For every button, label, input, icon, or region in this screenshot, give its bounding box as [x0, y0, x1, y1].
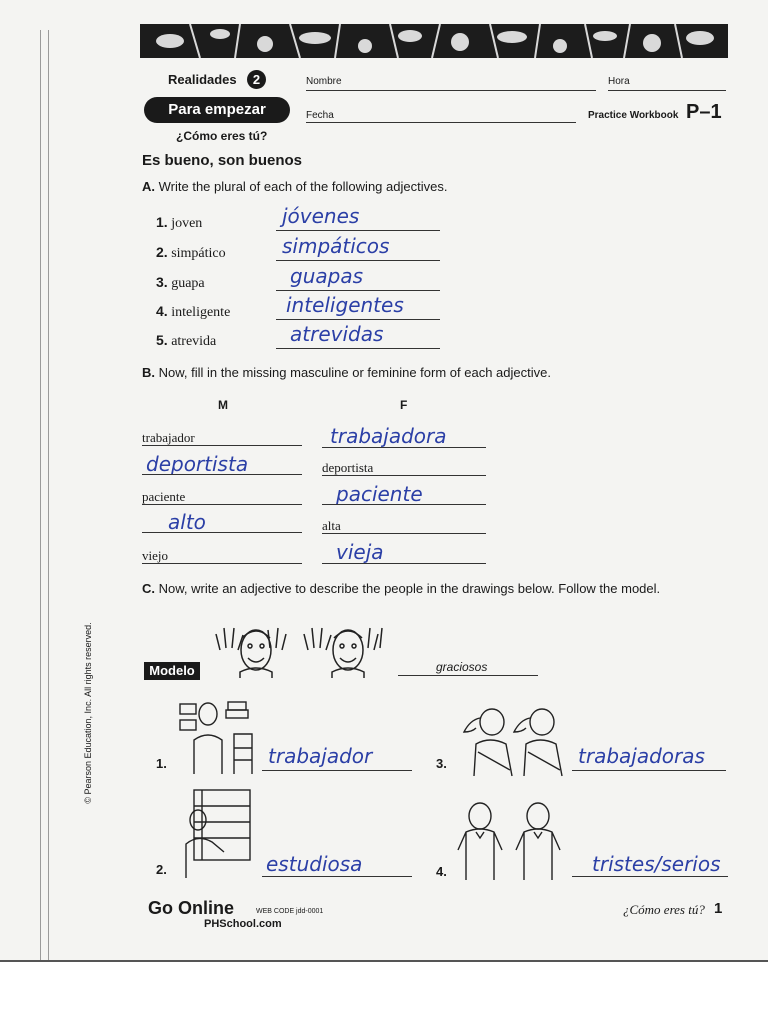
instruction-text: Write the plural of each of the following adjectives. — [158, 179, 448, 194]
copyright-notice: © Pearson Education, Inc. All rights reserved. — [83, 622, 93, 804]
item-word: joven — [171, 216, 203, 231]
answer-line — [142, 563, 302, 564]
nombre-line — [306, 90, 596, 91]
handwritten-answer: tristes/serios — [592, 852, 721, 876]
answer-line — [142, 474, 302, 475]
printed-word: paciente — [142, 489, 186, 504]
column-m-header: M — [218, 398, 228, 412]
list-item — [156, 303, 230, 321]
decorative-banner — [140, 24, 728, 58]
answer-line — [142, 445, 302, 446]
list-item — [156, 332, 216, 350]
section-letter: A. — [142, 179, 155, 194]
web-code: WEB CODE jdd-0001 — [256, 908, 324, 915]
item-number: 1. — [156, 756, 167, 771]
answer-line — [398, 675, 538, 676]
handwritten-answer: guapas — [290, 264, 363, 288]
handwritten-answer: jóvenes — [282, 204, 360, 228]
list-item — [156, 214, 202, 232]
section-letter: B. — [142, 365, 155, 380]
handwritten-answer: vieja — [336, 540, 384, 564]
section-c-instruction — [142, 581, 660, 596]
answer-line — [572, 770, 726, 771]
item-word: simpático — [171, 246, 226, 261]
item-4-illustration — [454, 798, 570, 882]
hora-label: Hora — [608, 76, 630, 87]
item-number: 4. — [436, 864, 447, 879]
realidades-label: Realidades — [168, 72, 237, 87]
section-letter: C. — [142, 581, 155, 596]
handwritten-answer: trabajador — [268, 744, 373, 768]
margin-line — [40, 30, 41, 960]
answer-line — [262, 876, 412, 877]
answer-line — [142, 504, 302, 505]
hora-line — [608, 90, 726, 91]
item-number: 3. — [156, 274, 168, 290]
printed-word: deportista — [322, 460, 374, 475]
fecha-label: Fecha — [306, 110, 334, 121]
answer-line — [276, 319, 440, 320]
handwritten-answer: estudiosa — [266, 852, 363, 876]
printed-word: alta — [322, 518, 341, 533]
instruction-text: Now, write an adjective to describe the people in the drawings below. Follow the model. — [158, 581, 661, 596]
modelo-answer: graciosos — [436, 660, 488, 674]
answer-line — [276, 260, 440, 261]
subtitle: ¿Cómo eres tú? — [176, 129, 268, 143]
item-1-illustration — [176, 698, 260, 776]
item-number: 2. — [156, 244, 168, 260]
item-2-illustration — [176, 786, 260, 880]
item-3-illustration — [456, 704, 568, 778]
answer-line — [322, 447, 486, 448]
para-empezar-badge: Para empezar — [144, 97, 290, 123]
footer-title: ¿Cómo eres tú? — [623, 902, 705, 917]
page-code: P–1 — [686, 101, 722, 123]
answer-line — [276, 230, 440, 231]
page-title: Es bueno, son buenos — [142, 152, 303, 169]
printed-word: trabajador — [142, 430, 195, 445]
handwritten-answer: simpáticos — [282, 234, 390, 258]
practice-workbook-label: Practice Workbook — [588, 110, 679, 121]
modelo-label: Modelo — [144, 662, 200, 680]
item-word: guapa — [171, 276, 205, 291]
handwritten-answer: paciente — [336, 482, 423, 506]
list-item — [156, 274, 205, 292]
answer-line — [276, 290, 440, 291]
answer-line — [262, 770, 412, 771]
item-word: atrevida — [171, 334, 217, 349]
scan-margin — [0, 962, 768, 1024]
instruction-text: Now, fill in the missing masculine or feminine form of each adjective. — [158, 365, 551, 380]
column-f-header: F — [400, 398, 408, 412]
item-number: 1. — [156, 214, 168, 230]
go-online-logo: Go Online — [148, 898, 235, 918]
handwritten-answer: atrevidas — [290, 322, 384, 346]
margin-line — [48, 30, 49, 960]
item-number: 4. — [156, 303, 168, 319]
item-number: 3. — [436, 756, 447, 771]
item-word: inteligente — [171, 305, 231, 320]
answer-line — [276, 348, 440, 349]
handwritten-answer: inteligentes — [286, 293, 404, 317]
nombre-label: Nombre — [306, 76, 342, 87]
level-badge: 2 — [247, 70, 266, 89]
modelo-illustration — [212, 620, 394, 680]
item-number: 5. — [156, 332, 168, 348]
answer-line — [142, 532, 302, 533]
item-number: 2. — [156, 862, 167, 877]
fecha-line — [306, 122, 576, 123]
section-b-instruction — [142, 365, 551, 380]
list-item — [156, 244, 226, 262]
handwritten-answer: alto — [168, 510, 206, 534]
answer-line — [322, 475, 486, 476]
answer-line — [322, 533, 486, 534]
answer-line — [572, 876, 728, 877]
phschool-link[interactable]: PHSchool.com — [204, 918, 282, 930]
answer-line — [322, 504, 486, 505]
page-number: 1 — [714, 900, 723, 917]
handwritten-answer: trabajadora — [330, 424, 447, 448]
printed-word: viejo — [142, 548, 168, 563]
handwritten-answer: deportista — [146, 452, 249, 476]
handwritten-answer: trabajadoras — [578, 744, 705, 768]
answer-line — [322, 563, 486, 564]
section-a-instruction — [142, 179, 447, 194]
